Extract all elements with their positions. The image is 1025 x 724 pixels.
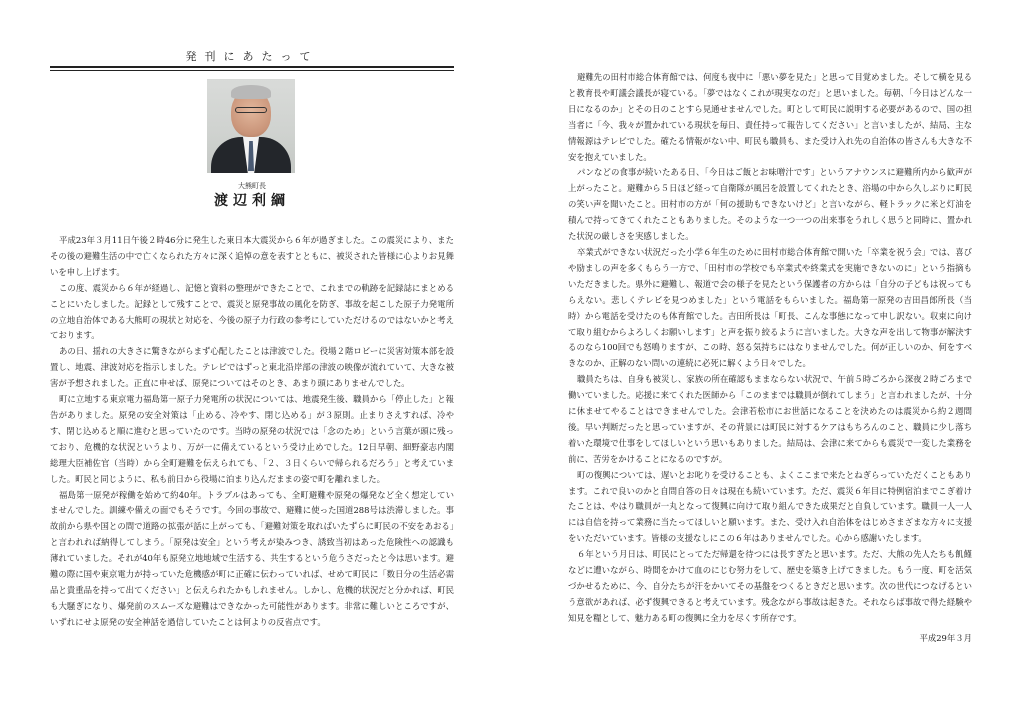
right-page (568, 70, 972, 647)
paragraph: ６年という月日は、町民にとってただ帰還を待つには長すぎたと思います。ただ、大熊の先人たちも飢饉などに遭いながら、時間をかけて血のにじむ努力をして、歴史を築き上げてきました。もう一度、町を活気づかせるために、今、自分たちが汗をかいてその基盤をつくるときだと思います。次の世代につなげるという意欲があれば、必ず復興できると考えています。残念ながら事故は起きた。それならば事故で得た経験や知見を糧として、魅力ある町の復興に全力を尽くす所存です。 (568, 549, 972, 623)
paragraph: 福島第一原発が稼働を始めて約40年。トラブルはあっても、全町避難や原発の爆発など全く想定していませんでした。訓練や備えの面でもそうです。今回の事故で、避難に使った国道288号は渋滞しました。事故前から県や国との間で道路の拡張が話に上がっても、「避難対策を取ればいたずらに町民の不安をあおる」と言われれば納得してしまう。「原発は安全」という考えが染みつき、誘致当初はあった危険性への認識も薄れていました。それが40年も原発立地地域で生活する、共生するという危うさだったと今は思います。避難の際に国や東京電力が持っていた危機感が町に正確に伝わっていれば、せめて町民に「数日分の生活必需品と貴重品を持って出てください」と伝えられたかもしれません。しかし、危機的状況だと分かれば、町民も大騒ぎになり、爆発前のスムーズな避難はできなかった可能性があります。非常に難しいところですが、いずれにせよ原発の安全神話を過信していたことは何よりの反省点です。 (50, 489, 454, 627)
portrait-hair (231, 85, 271, 99)
paragraph: 平成23年３月11日午後２時46分に発生した東日本大震災から６年が過ぎました。この震災により、またその後の避難生活の中で亡くなられた方々に深く追悼の意を表すとともに、被災された皆様に心よりお見舞いを申し上げます。 (50, 235, 454, 277)
paragraph: 避難先の田村市総合体育館では、何度も夜中に「悪い夢を見た」と思って目覚めました。そして横を見ると教育長や町議会議長が寝ている。「夢ではなくこれが現実なのだ」と思いました。毎朝、「今日はどんな一日になるのか」とその日のことすら見通せませんでした。町として町民に説明する必要があるので、国の担当者に「今、我々が置かれている現状を毎日、責任持って報告してください」と言いましたが、結局、主な情報源はテレビでした。確たる情報がない中、町民も職員も、また受け入れ先の自治体の皆さんも大きな不安を抱えていました。 (568, 72, 972, 162)
portrait-glasses (235, 107, 267, 113)
page-heading: 発刊にあたって (185, 50, 319, 63)
heading-rule-thick (50, 66, 454, 68)
heading-block (50, 50, 454, 71)
publication-date: 平成29年３月 (919, 632, 972, 643)
author-name: 渡辺利綱 (214, 193, 290, 209)
left-body-text (50, 233, 454, 631)
heading-rule-thin (50, 70, 454, 71)
paragraph: 町の復興については、遅いとお叱りを受けることも、よくここまで来たとねぎらっていただくこともあります。これで良いのかと自問自答の日々は現在も続いています。ただ、震災６年目に特例宿泊までこぎ着けたことは、やはり職員が一丸となって復興に向けて取り組んできた成果だと自負しています。職員一人一人には自信を持って業務に当たってほしいと願います。また、受け入れ自治体をはじめさまざまな方々に支援をいただいています。皆様の支援なしにこの６年はありませんでした。心から感謝いたします。 (568, 469, 972, 544)
mayor-portrait (207, 79, 295, 173)
author-role: 大熊町長 (238, 182, 266, 190)
paragraph: 職員たちは、自身も被災し、家族の所在確認もままならない状況で、午前５時ごろから深夜２時ごろまで働いていました。応援に来てくれた医師から「このままでは職員が倒れてしまう」と言われましたが、十分に休ませてやることはできませんでした。会津若松市にお世話になることを決めたのは震災から約２週間後。早い判断だったと思っていますが、その背景には町民に対するケアはもちろんのこと、職員に少し落ち着いた環境で仕事をしてほしいという思いもありました。結局は、会津に来てからも震災で一変した業務を前に、苦労をかけることになるのですが。 (568, 374, 972, 464)
paragraph: 町に立地する東京電力福島第一原子力発電所の状況については、地震発生後、職員から「停止した」と報告がありました。原発の安全対策は「止める、冷やす、閉じ込める」が３原則。止まりさえすれば、冷やす、閉じ込めると順に進むと思っていたのです。当時の原発の状況では「念のため」という言葉が頭に残っており、危機的な状況というより、万が一に備えているという受け止めでした。12日早朝、細野豪志内閣総理大臣補佐官（当時）から全町避難を伝えられても、「２、３日くらいで帰られるだろう」と考えていました。町民と同じように、私も前日から役場に泊まり込んだままの姿で町を離れました。 (50, 394, 454, 484)
paragraph: あの日、揺れの大きさに驚きながらまず心配したことは津波でした。役場２階ロビーに災害対策本部を設置し、地震、津波対応を指示しました。テレビではずっと東北沿岸部の津波の映像が流れていて、大きな被害が予想されました。正直に申せば、原発についてはそのとき、あまり頭にありませんでした。 (50, 346, 454, 389)
paragraph: パンなどの食事が続いたある日、「今日はご飯とお味噌汁です」というアナウンスに避難所内から歓声が上がったこと。避難から５日ほど経って自衛隊が風呂を設置してくれたとき、浴場の中から久しぶりに町民の笑い声を聞いたこと。田村市の方が「何の援助もできないけど」と言いながら、軽トラックに米と灯油を積んで持ってきてくれたこともありました。そのような一つ一つの出来事をうれしく思うと同時に、置かれた状況の厳しさを実感しました。 (568, 167, 972, 242)
paragraph: この度、震災から６年が経過し、記憶と資料の整理ができたことで、これまでの軌跡を記録誌にまとめることにいたしました。記録として残すことで、震災と原発事故の風化を防ぎ、事故を起こした原子力発電所の立地自治体である大熊町の現状と対応を、今後の原子力行政の参考にしていただけるのではないかと考えております。 (50, 282, 454, 341)
paragraph: 卒業式ができない状況だった小学６年生のために田村市総合体育館で開いた「卒業を祝う会」では、喜びや励ましの声を多くもらう一方で、「田村市の学校でも卒業式や終業式を実施できないのに」という指摘もいただきました。県外に避難し、報道で会の様子を見たという保護者の方からは「自分の子どもは祝ってもらえない。悲しくテレビを見つめました」という電話をもらいました。福島第一原発の吉田昌郎所長（当時）から電話を受けたのも体育館でした。吉田所長は「町長、こんな事態になって申し訳ない。収束に向けて取り組むからよろしくお願いします」と声を振り絞るように言いました。大きな声を出して物事が解決するのなら100回でも怒鳴りますが、この時、怒る気持ちにはなりませんでした。何が正しいのか、何をすべきなのか、正解のない問いの連続に必死に解くよう日々でした。 (568, 246, 972, 369)
